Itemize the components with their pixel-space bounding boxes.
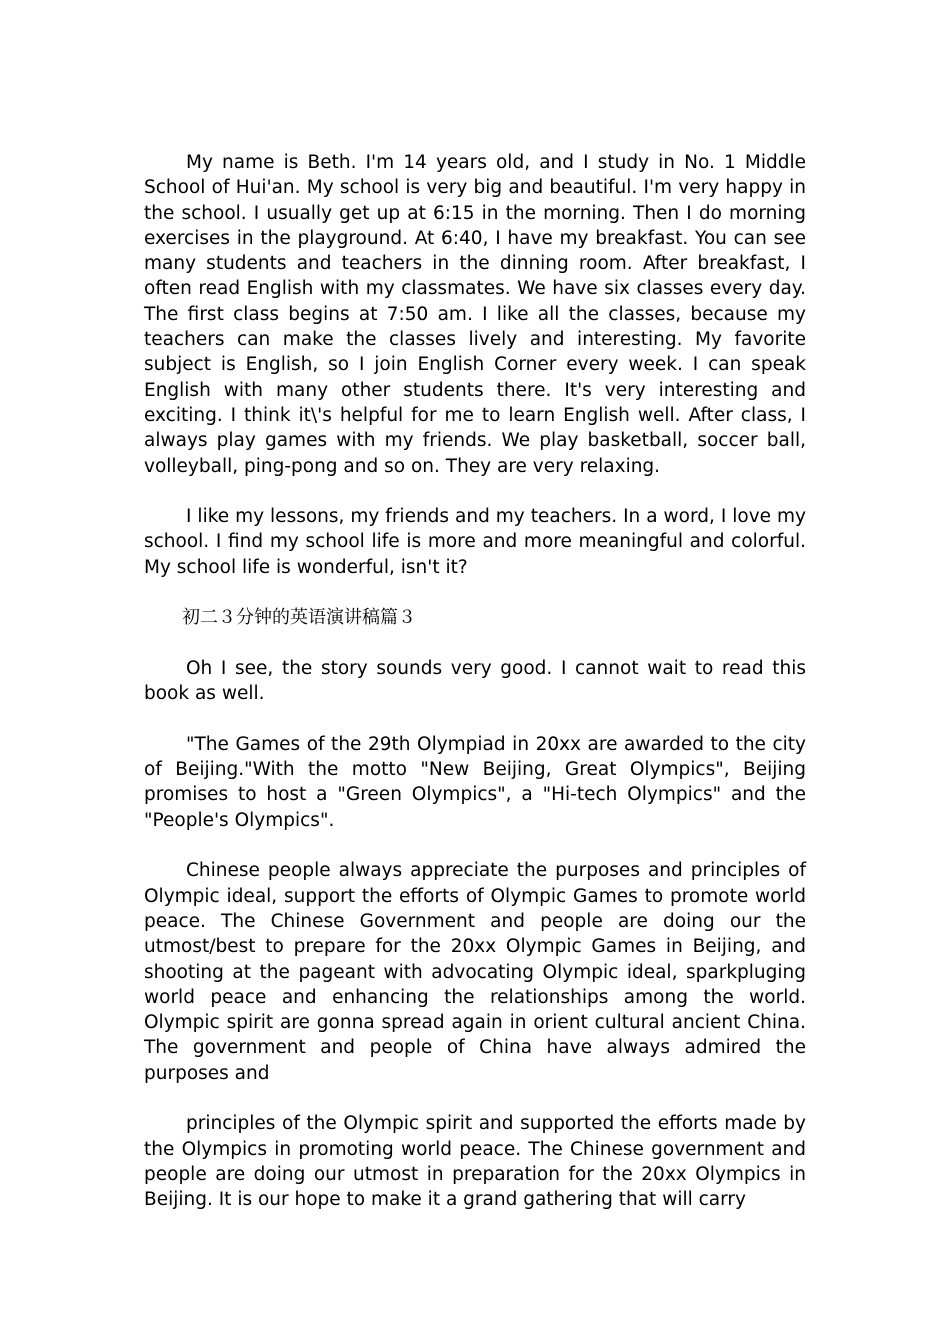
section-heading: 初二３分钟的英语演讲稿篇３ [182,607,416,629]
paragraph-school-life: My name is Beth. I'm 14 years old, and I study in No. 1 Middle School of Hui'an. My school is very big and beautiful. I'm very happy in the school. I usually get up at 6:15 in the morning. Then I do morning exercises in the playground. At 6:40, I have my breakfast. You can see many students and teachers in the dinning room. After breakfast, I often read English with my classmates. We have six classes every day. The first class begins at 7:50 am. I like all the classes, because my teachers can make the classes lively and interesting. My favorite subject is English, so I join English Corner every week. I can speak English with many other students there. It's very interesting and exciting. I think it\'s helpful for me to learn English well. After class, I always play games with my friends. We play basketball, soccer ball, volleyball, ping-pong and so on. They are very relaxing. [144,152,806,477]
paragraph-love-school: I like my lessons, my friends and my teachers. In a word, I love my school. I find my school life is more and more meaningful and colorful. My school life is wonderful, isn't it? [144,506,806,578]
document-body [144,150,806,1212]
paragraph-olympic-ideal: Chinese people always appreciate the purposes and principles of Olympic ideal, support the efforts of Olympic Games to promote world peace. The Chinese Government and people are doing our the utmost/best to prepare for the 20xx Olympic Games in Beijing, and shooting at the pageant with advocating Olympic ideal, sparkpluging world peace and enhancing the relationships among the world. Olympic spirit are gonna spread again in orient cultural ancient China. The government and people of China have always admired the purposes and [144,860,806,1084]
paragraph-olympic-principles: principles of the Olympic spirit and supported the efforts made by the Olympics in promoting world peace. The Chinese government and people are doing our utmost in preparation for the 20xx Olympics in Beijing. It is our hope to make it a grand gathering that will carry [144,1113,806,1211]
paragraph-olympic-games-award: "The Games of the 29th Olympiad in 20xx are awarded to the city of Beijing."With the motto "New Beijing, Great Olympics", Beijing promises to host a "Green Olympics", a "Hi-tech Olympics" and the "People's Olympics". [144,733,806,831]
paragraph-story: Oh I see, the story sounds very good. I cannot wait to read this book as well. [144,657,806,705]
